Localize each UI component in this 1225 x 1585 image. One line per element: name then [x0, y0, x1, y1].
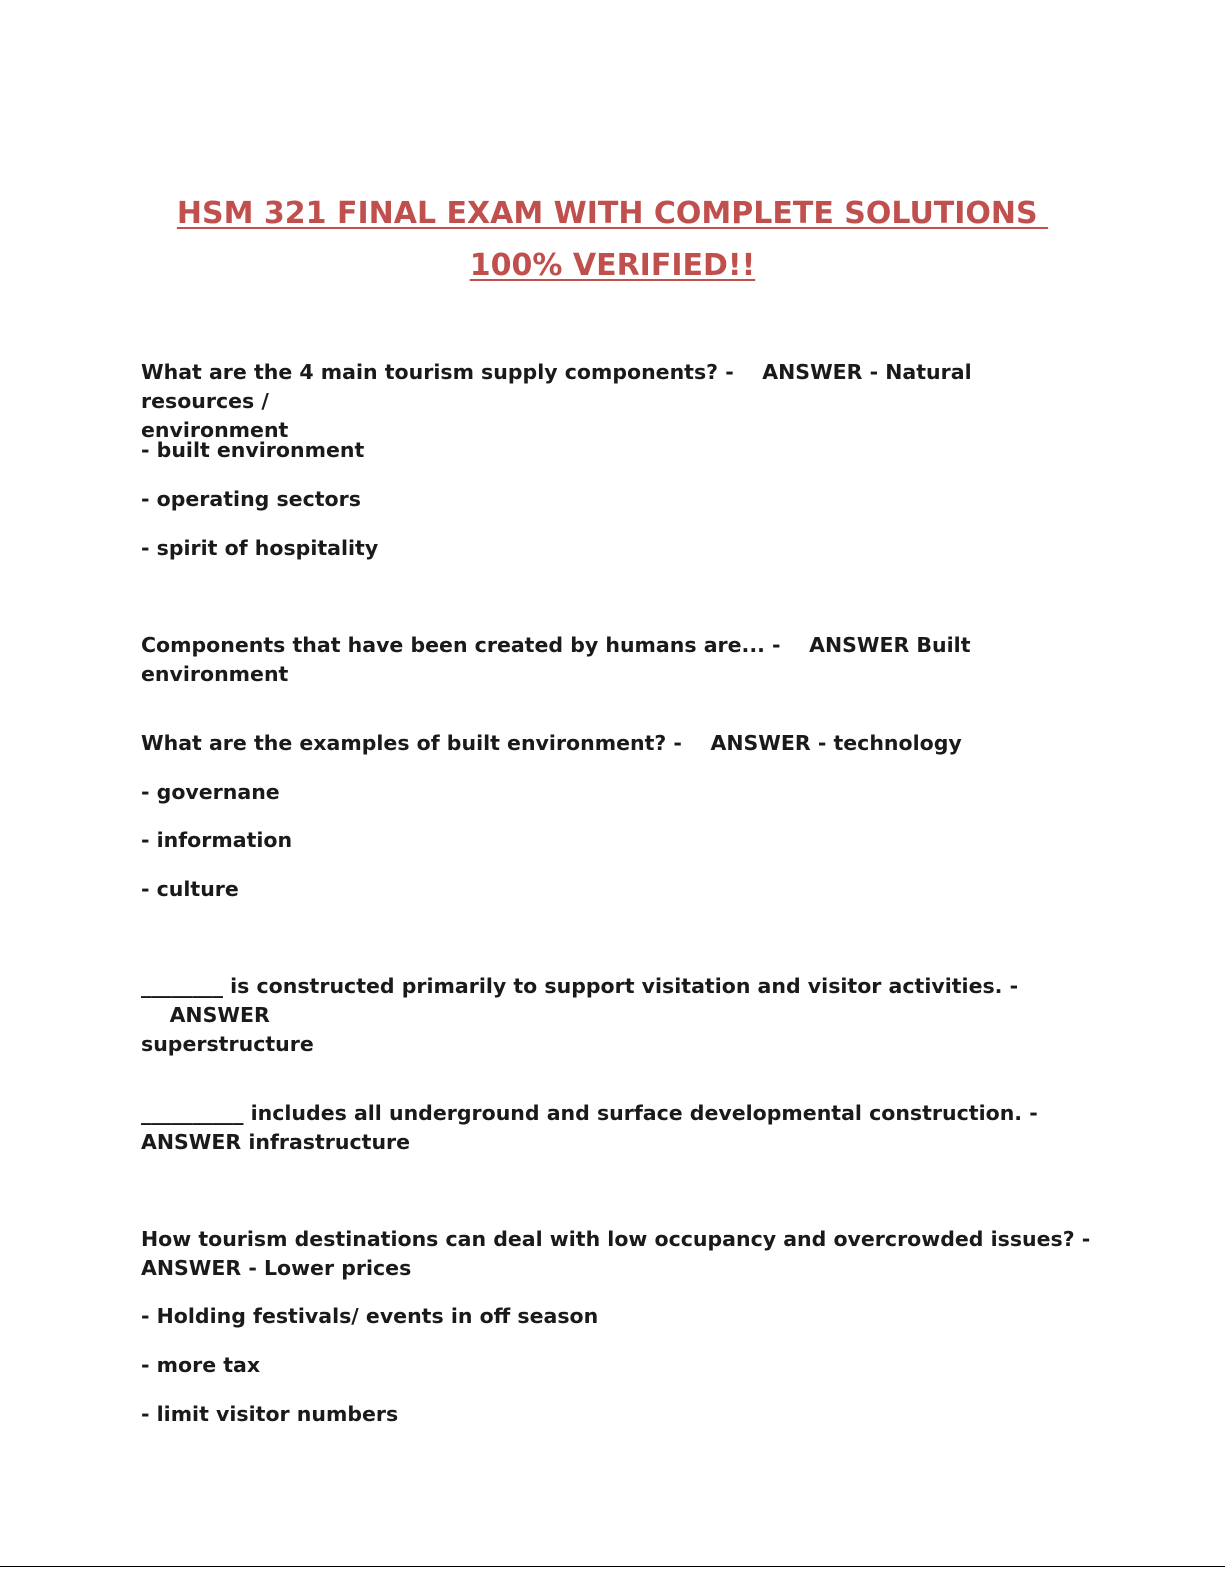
- answer-text: ANSWER - technology: [710, 731, 962, 755]
- answer-text: ANSWER - Natural resources /: [141, 360, 972, 413]
- question-6: [141, 1225, 1091, 1283]
- question-text: What are the 4 main tourism supply components? -: [141, 360, 734, 384]
- question-text: How tourism destinations can deal with low occupancy and overcrowded issues? -: [141, 1227, 1091, 1251]
- question-text: ________ is constructed primarily to support visitation and visitor activities. -: [141, 974, 1019, 998]
- list-item: - information: [141, 828, 293, 852]
- question-1: [141, 358, 1091, 445]
- page-bottom-border: [0, 1566, 1225, 1567]
- question-4: [141, 972, 1091, 1059]
- question-text: Components that have been created by humans are... -: [141, 633, 781, 657]
- answer-continuation: superstructure: [141, 1032, 314, 1056]
- document-title: [100, 188, 1125, 292]
- list-item: - limit visitor numbers: [141, 1402, 399, 1426]
- question-text: What are the examples of built environment? -: [141, 731, 682, 755]
- list-item: - Holding festivals/ events in off season: [141, 1304, 599, 1328]
- question-3: [141, 729, 1091, 758]
- question-5: [141, 1099, 1091, 1157]
- answer-text: ANSWER Built environment: [141, 633, 971, 686]
- answer-continuation: environment: [141, 418, 289, 442]
- list-item: - governane: [141, 780, 280, 804]
- answer-text: ANSWER infrastructure: [141, 1130, 411, 1154]
- answer-text: ANSWER: [169, 1003, 270, 1027]
- list-item: - more tax: [141, 1353, 261, 1377]
- list-item: - spirit of hospitality: [141, 536, 379, 560]
- question-2: [141, 631, 1091, 689]
- question-text: __________ includes all underground and surface developmental construction. -: [141, 1101, 1038, 1125]
- title-line-2: 100% VERIFIED!!: [469, 248, 756, 283]
- title-line-1: HSM 321 FINAL EXAM WITH COMPLETE SOLUTIONS: [176, 196, 1049, 231]
- answer-text: ANSWER - Lower prices: [141, 1256, 412, 1280]
- list-item: - operating sectors: [141, 487, 361, 511]
- list-item: - culture: [141, 877, 239, 901]
- list-item: - built environment: [141, 438, 365, 462]
